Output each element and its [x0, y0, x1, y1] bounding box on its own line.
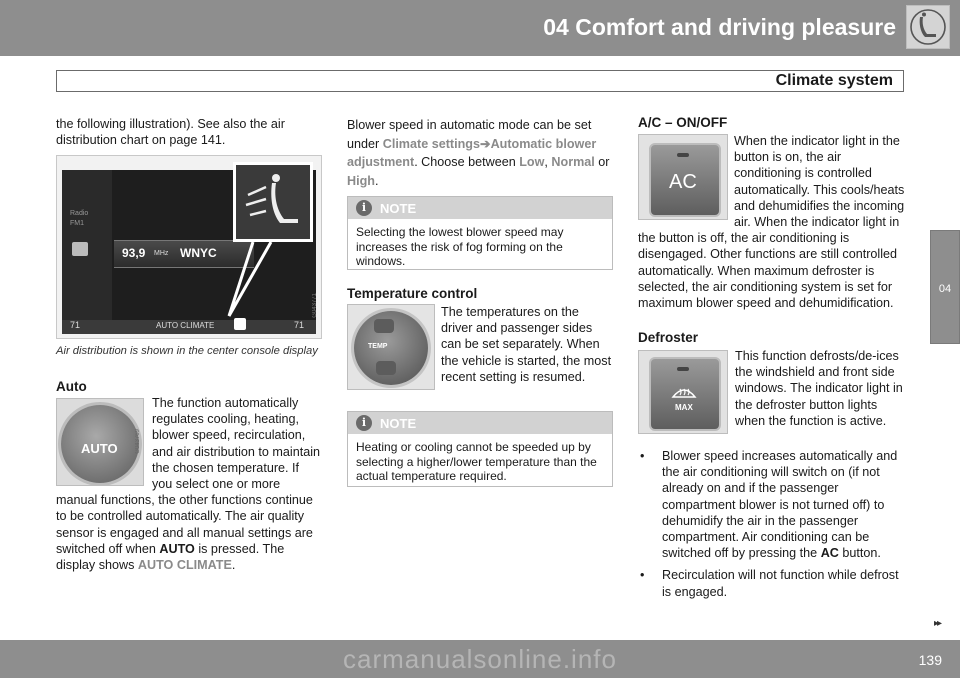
ac-keyword: AC — [820, 546, 839, 561]
menu-automatic-blower-adjustment: Automatic blower adjustment — [347, 136, 597, 170]
note-text-2: Heating or cooling cannot be speeded up by selecting a higher/lower temperature than the actual temperature required. — [356, 440, 597, 483]
option-normal: Normal — [551, 155, 595, 170]
auto-heading: Auto — [56, 379, 87, 394]
defroster-heading: Defroster — [638, 330, 699, 345]
ac-text-body: When the indicator light in the button is on, the air conditioning is controlled automatically. This cools/heats and dehumidifies the incoming air. When the indicator light in the button is off, the air conditioning is disengaged. Other functions are still controlled automatically. When maximum defroster is selected, the air conditioning system is set for maximum blower speed and dehumidification. — [638, 134, 905, 311]
bullet-2-text: Recirculation will not function while defrost is engaged. — [662, 568, 899, 599]
watermark-text: carmanualsonline.info — [343, 644, 617, 674]
defroster-button-image — [638, 350, 728, 434]
section-title: Climate system — [775, 72, 893, 89]
seat-vent-icon — [376, 361, 396, 375]
frequency: 93,9 — [122, 246, 146, 260]
figure-code: G043771 — [312, 293, 318, 318]
intro-text: the following illustration). See also the air distribution chart on page 141. — [56, 117, 285, 148]
seat-icon — [906, 5, 950, 49]
station-name: WNYC — [180, 246, 217, 260]
page-number: 139 — [918, 652, 942, 668]
auto-text — [56, 395, 322, 573]
auto-climate-display-text: AUTO CLIMATE — [137, 558, 232, 573]
blower-text-b: . Choose between — [414, 155, 520, 170]
column-1 — [56, 116, 322, 148]
bullet-1-text-b: button. — [838, 546, 881, 561]
ac-text — [638, 133, 906, 311]
seat-heat-icon — [374, 319, 394, 333]
ac-heading: A/C – ON/OFF — [638, 115, 728, 130]
note-text-1: Selecting the lowest blower speed may increases the risk of fog forming on the windows. — [356, 225, 564, 268]
ac-button-label: AC — [669, 171, 697, 193]
chapter-title: 04 Comfort and driving pleasure — [543, 14, 896, 40]
radio-label: Radio — [70, 210, 89, 217]
temp-button-image — [347, 304, 435, 390]
chapter-side-tab[interactable] — [930, 230, 960, 344]
note-header-1 — [348, 197, 612, 219]
windshield-defrost-icon — [671, 383, 697, 401]
defroster-text: This function defrosts/de-ices the windshield and front side windows. The indicator light in the defroster button lights when the function is active. — [735, 349, 903, 428]
period: . — [374, 173, 379, 188]
figure-caption: Air distribution is shown in the center console display — [56, 345, 318, 357]
frequency-unit: MHz — [154, 250, 169, 257]
auto-figure-code: G043769 — [135, 429, 141, 454]
auto-end: . — [231, 558, 236, 573]
note-box-1 — [347, 196, 613, 270]
menu-climate-settings: Climate settings — [382, 136, 480, 151]
note-label-2: NOTE — [380, 416, 417, 431]
climate-mode-text: AUTO CLIMATE — [156, 321, 215, 330]
option-high: High — [347, 173, 375, 188]
next-page-indicator: ▸▸ — [933, 618, 940, 629]
bullet-1-text-a: Blower speed increases automatically and the air conditioning will switch on (if not already on and if the passenger compartment blower is not turned off) to dehumidify the air in the passenger compartment. Air conditioning can be switched off by pressing the — [662, 449, 898, 561]
defroster-bullets — [638, 448, 906, 606]
menu-arrow-icon: ➔ — [480, 136, 491, 151]
note-label-1: NOTE — [380, 201, 417, 216]
max-label: MAX — [675, 403, 693, 412]
blower-text-a: Blower speed in automatic mode can be set under — [347, 118, 592, 151]
option-low: Low — [519, 155, 545, 170]
auto-button-label: AUTO — [81, 441, 118, 456]
display-figure — [56, 155, 322, 339]
note-header-2 — [348, 412, 612, 434]
blower-text — [347, 116, 613, 190]
defroster-indicator-light — [677, 367, 689, 371]
info-icon: i — [356, 415, 372, 431]
bullet-item-2 — [638, 567, 906, 599]
temp-button-label: TEMP — [368, 343, 388, 350]
auto-text-b: is pressed. The display shows — [56, 541, 285, 573]
or-word: or — [594, 155, 610, 170]
bullet-item-1 — [638, 448, 906, 561]
left-temp: 71 — [70, 320, 81, 330]
comma: , — [544, 155, 552, 170]
auto-keyword: AUTO — [159, 541, 195, 556]
right-temp: 71 — [294, 320, 305, 330]
auto-text-a: The function automatically regulates cooling, heating, blower speed, recirculation, and air distribution to maintain the chosen temperature. If you select one or more manual functions, the other functions continue to be controlled automatically. The air quality sensor is engaged and all manual settings are switched off when — [56, 396, 321, 556]
temperature-heading: Temperature control — [347, 286, 478, 301]
info-icon: i — [356, 200, 372, 216]
chapter-header-bar — [0, 0, 960, 56]
temperature-text: The temperatures on the driver and passenger sides can be set separately. When the vehicle is started, the most recent setting is resumed. — [441, 305, 612, 384]
callout-pointer — [57, 156, 323, 340]
note-box-2 — [347, 411, 613, 487]
fm-label: FM1 — [70, 220, 84, 227]
side-tab-label: 04 — [938, 283, 952, 295]
section-title-box — [56, 70, 904, 92]
